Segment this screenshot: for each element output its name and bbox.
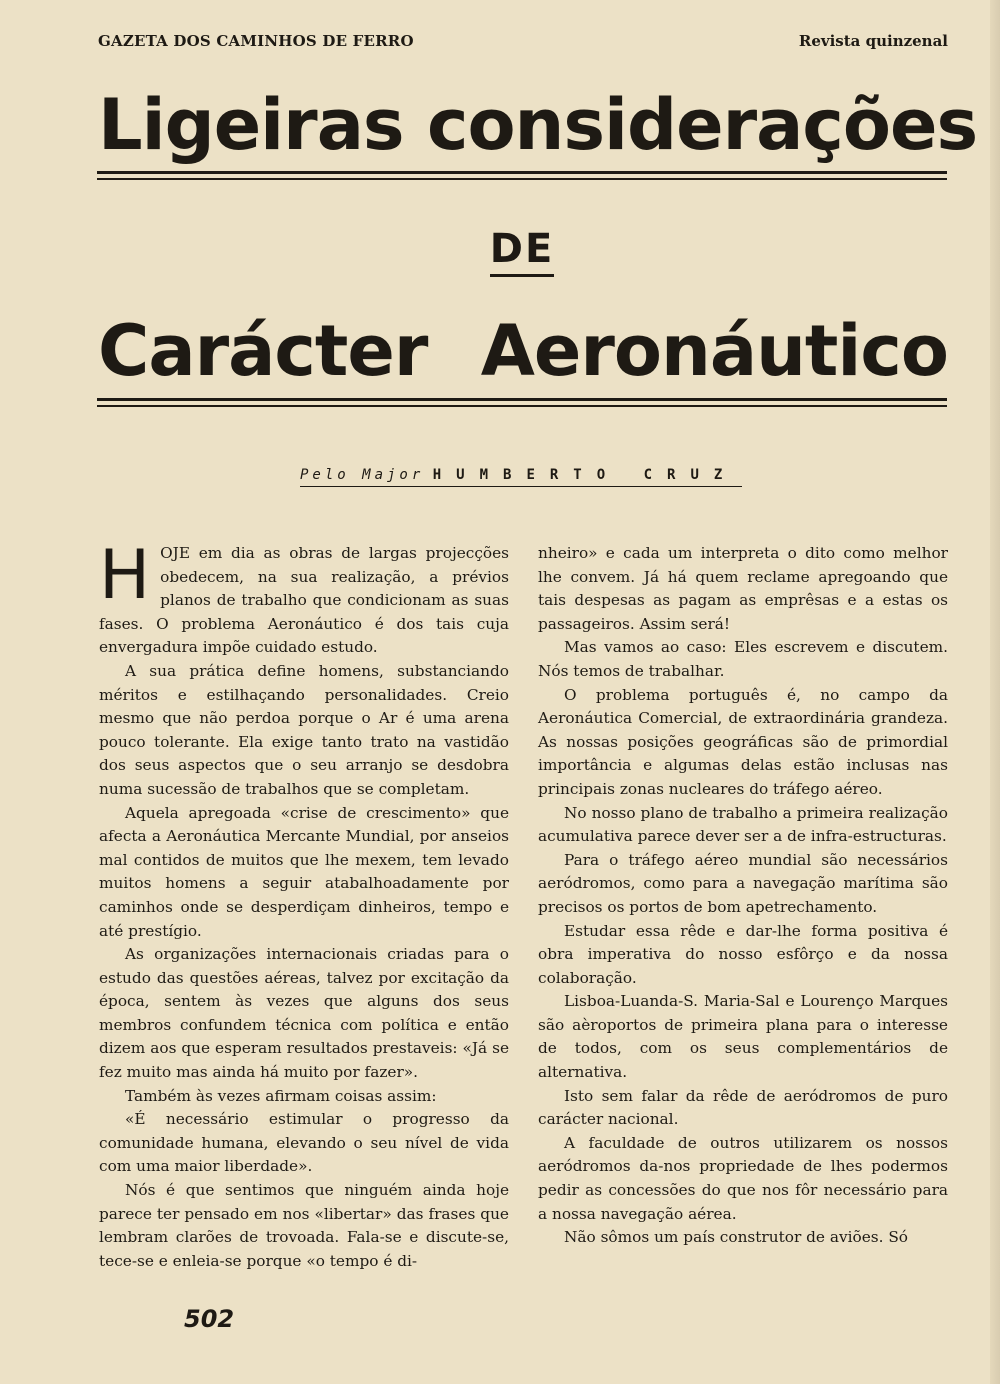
- byline: [300, 467, 750, 483]
- publication-name: GAZETA DOS CAMINHOS DE FERRO: [98, 32, 414, 50]
- article-title-connector: [0, 226, 1000, 272]
- drop-cap: H: [99, 536, 151, 615]
- opening-paragraph: [99, 536, 509, 660]
- paragraph: Mas vamos ao caso: Eles escrevem e discutem. Nós temos de trabalhar.: [538, 638, 948, 680]
- paragraph: «É necessário estimular o progresso da comunidade humana, elevando o seu nível de vida com uma maior liberdade».: [99, 1110, 509, 1176]
- paragraph: O problema português é, no campo da Aeronáutica Comercial, de extraordinária grandeza. As nossas posições geográficas são de primordial importância e algumas delas estão inclusas nas principais zonas nucleares do tráfego aéreo.: [538, 685, 948, 798]
- paragraph: As organizações internacionais criadas para o estudo das questões aéreas, talvez por excitação da época, sentem às vezes que alguns dos seus membros confundem técnica com política e então dizem aos que esperam resultados prestaveis: «Já se fez muito mas ainda há muito por fazer».: [99, 945, 509, 1082]
- article-title-line2: Carácter Aeronáutico: [98, 310, 948, 392]
- paragraph: Aquela apregoada «crise de crescimento» que afecta a Aeronáutica Mercante Mundial, por anseios mal contidos de muitos que lhe mexem, tem levado muitos homens a seguir atabalhoadamente por caminhos onde se desperdiçam dinheiros, tempo e até prestígio.: [99, 803, 509, 940]
- title-rule-bottom: [97, 398, 947, 407]
- paragraph: Também às vezes afirmam coisas assim:: [125, 1086, 437, 1105]
- paragraph: Para o tráfego aéreo mundial são necessários aeródromos, como para a navegação marítima são precisos os portos de bom apetrechamento.: [538, 850, 948, 916]
- paragraph: Lisboa-Luanda-S. Maria-Sal e Lourenço Marques são aèroportos de primeira plana para o interesse de todos, com os seus complementários de alternativa.: [538, 992, 948, 1082]
- article-title-line1: Ligeiras considerações: [98, 84, 978, 166]
- paragraph: Nós é que sentimos que ninguém ainda hoje parece ter pensado em nos «libertar» das frases que lembram clarões de trovoada. Fala-se e discute-se, tece-se e enleia-se porque «o tempo é di-: [99, 1181, 509, 1270]
- paragraph: A faculdade de outros utilizarem os nossos aeródromos da-nos propriedade de lhes podermos pedir as concessões do que nos fôr necessário para a nossa navegação aérea.: [538, 1133, 948, 1223]
- byline-prefix: Pelo Major: [300, 467, 425, 483]
- continued-paragraph: nheiro» e cada um interpreta o dito como melhor lhe convem. Já há quem reclame apregoando que tais despesas as pagam as emprêsas e a estas os passageiros. Assim será!: [538, 544, 948, 633]
- opening-paragraph-text: OJE em dia as obras de largas projecções obedecem, na sua realização, a prévios planos de trabalho que condicionam as suas fases. O problema Aeronáutico é dos tais cuja envergadura impõe cuidado estudo.: [99, 544, 509, 657]
- byline-underline: [300, 486, 742, 487]
- publication-frequency: Revista quinzenal: [798, 32, 948, 50]
- paragraph: Não sômos um país construtor de aviões. Só: [564, 1228, 909, 1247]
- left-column: [99, 536, 509, 1273]
- paragraph: A sua prática define homens, substanciando méritos e estilhaçando personalidades. Creio mesmo que não perdoa porque o Ar é uma arena pouco tolerante. Ela exige tanto trato na vastidão dos seus aspectos que o seu arranjo se desdobra numa sucessão de trabalhos que se completam.: [99, 661, 509, 798]
- paragraph: No nosso plano de trabalho a primeira realização acumulativa parece dever ser a de infra-estructuras.: [538, 803, 948, 846]
- page-number: 502: [184, 1305, 235, 1333]
- right-column: [538, 542, 948, 1250]
- page-edge-shadow: [990, 0, 1000, 1384]
- paragraph: Estudar essa rêde e dar-lhe forma positiva é obra imperativa do nosso esfôrço e da nossa colaboração.: [538, 921, 948, 987]
- byline-author: HUMBERTO CRUZ: [432, 467, 738, 483]
- article-title-de: DE: [490, 226, 555, 277]
- title-rule-top: [97, 171, 947, 180]
- paragraph: Isto sem falar da rêde de aeródromos de puro carácter nacional.: [538, 1086, 948, 1129]
